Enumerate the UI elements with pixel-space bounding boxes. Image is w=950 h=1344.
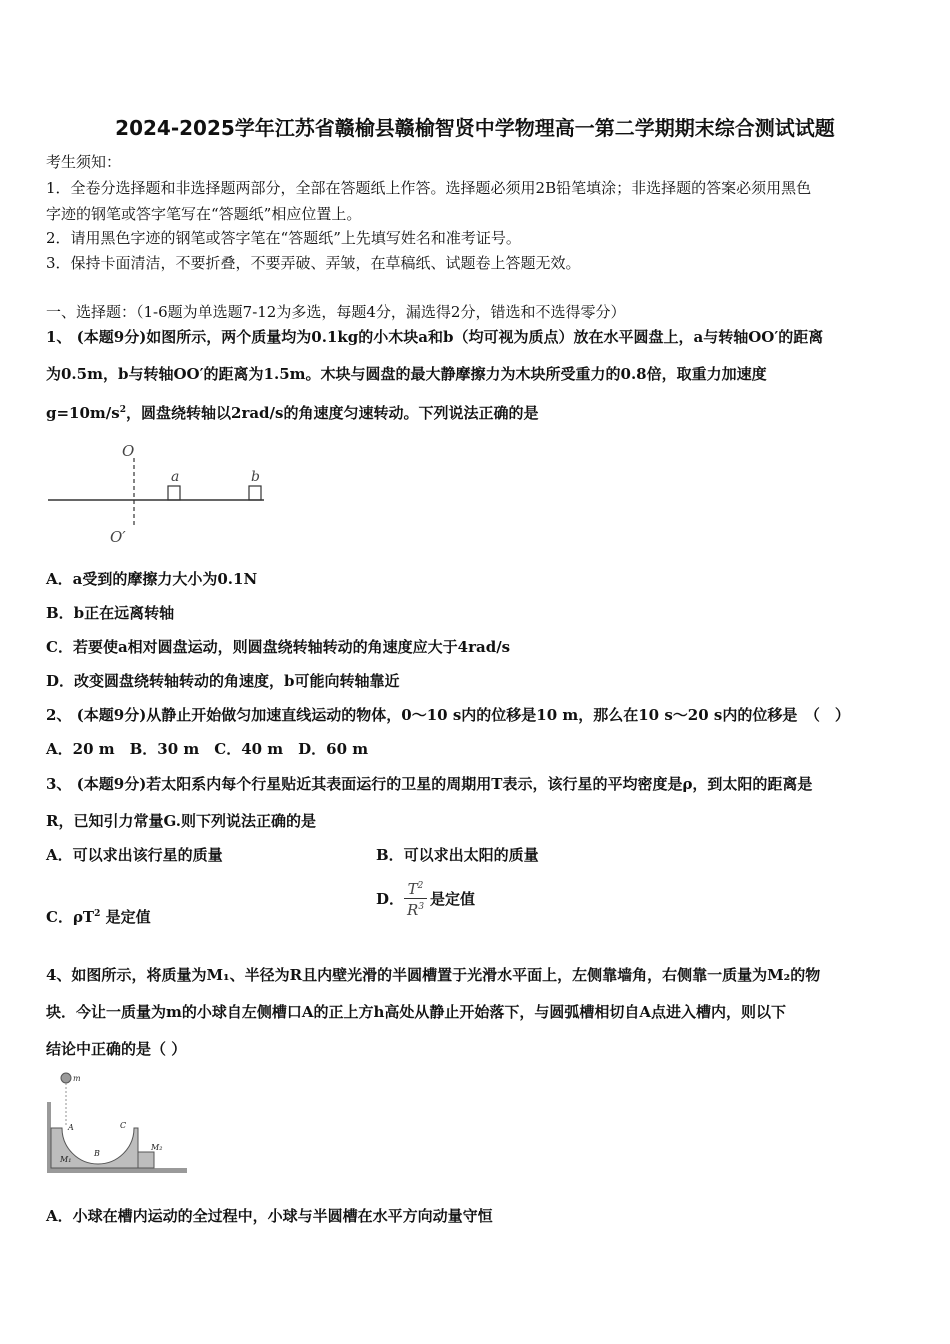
- q3-option-d-text: 是定值: [430, 890, 476, 908]
- q1-figure-bg: [44, 436, 276, 548]
- q1-option-c: C．若要使a相对圆盘运动，则圆盘绕转轴转动的角速度应大于4rad/s: [46, 638, 511, 656]
- page-title: 2024-2025学年江苏省赣榆县赣榆智贤中学物理高一第二学期期末综合测试试题: [115, 116, 835, 140]
- q3-option-c-sup: 2: [94, 909, 101, 919]
- q4-half-pipe-figure: [44, 1068, 190, 1178]
- q3-option-b: B．可以求出太阳的质量: [376, 846, 539, 864]
- q1-label-b: b: [251, 469, 260, 485]
- q3-option-a: A．可以求出该行星的质量: [46, 846, 223, 864]
- q3-den-R: R: [407, 901, 419, 919]
- q4-wall: [47, 1102, 51, 1172]
- q3-option-d-fraction: [404, 878, 427, 919]
- q1-label-O-prime: O′: [110, 528, 126, 546]
- q1-stem-line2: 为0.5m，b与转轴OO′的距离为1.5m。木块与圆盘的最大静摩擦力为木块所受重力的0.8倍，取重力加速度: [46, 365, 767, 383]
- q4-label-B: B: [94, 1149, 100, 1158]
- q1-g-sup: 2: [119, 405, 126, 415]
- q4-label-C: C: [120, 1121, 127, 1130]
- q3-stem-line2: R，已知引力常量G.则下列说法正确的是: [46, 812, 316, 830]
- q4-label-M1: M₁: [60, 1155, 72, 1164]
- q3-fraction-numerator: [404, 878, 427, 898]
- q3-fraction-denominator: [404, 898, 427, 919]
- q4-stem-line3: 结论中正确的是（ ）: [46, 1040, 187, 1058]
- q1-stem-line1: 1、 (本题9分)如图所示，两个质量均为0.1kg的小木块a和b（均可视为质点）放在水平圆盘上，a与转轴OO′的距离: [46, 328, 824, 346]
- q1-option-b: B．b正在远离转轴: [46, 604, 175, 622]
- q3-option-d-label: D．: [376, 890, 405, 908]
- q4-label-M2: M₂: [151, 1143, 163, 1152]
- q3-option-d: [376, 878, 475, 919]
- q1-g-text: g=10m/s: [46, 404, 120, 422]
- notice-item: 2．请用黑色字迹的钢笔或答字笔在“答题纸”上先填写姓名和准考证号。: [46, 229, 521, 247]
- notice-item: 1．全卷分选择题和非选择题两部分，全部在答题纸上作答。选择题必须用2B铅笔填涂；非选择题的答案必须用黑色: [46, 179, 812, 197]
- notice-item: 3．保持卡面清洁，不要折叠，不要弄破、弄皱，在草稿纸、试题卷上答题无效。: [46, 254, 581, 272]
- q4-label-A: A: [68, 1123, 74, 1132]
- q1-option-d: D．改变圆盘绕转轴转动的角速度，b可能向转轴靠近: [46, 672, 400, 690]
- q4-option-a: A．小球在槽内运动的全过程中，小球与半圆槽在水平方向动量守恒: [46, 1207, 493, 1225]
- q1-disc-figure: [44, 436, 276, 548]
- notice-heading: 考生须知：: [46, 153, 122, 171]
- q1-stem-rest: ，圆盘绕转轴以2rad/s的角速度匀速转动。下列说法正确的是: [126, 404, 539, 422]
- q2-options: A．20 m B．30 m C．40 m D．60 m: [46, 740, 369, 758]
- q3-num-T: T: [407, 880, 418, 898]
- q2-stem: 2、 (本题9分)从静止开始做匀加速直线运动的物体，0～10 s内的位移是10 m，那么在10 s～20 s内的位移是 （ ）: [46, 706, 850, 724]
- q1-label-a: a: [171, 469, 180, 485]
- section-heading: 一、选择题：（1-6题为单选题7-12为多选，每题4分，漏选得2分，错选和不选得零分）: [46, 303, 626, 321]
- q1-label-O: O: [122, 442, 135, 460]
- q4-stem-line2: 块．今让一质量为m的小球自左侧槽口A的正上方h高处从静止开始落下，与圆弧槽相切自A点进入槽内，则以下: [46, 1003, 787, 1021]
- q4-block-M2: [138, 1152, 154, 1168]
- q3-option-c-rest: 是定值: [105, 908, 151, 926]
- q3-num-sup: 2: [417, 881, 424, 891]
- q4-label-m: m: [73, 1074, 81, 1083]
- q1-stem-line3: [46, 400, 538, 423]
- notice-item: 字迹的钢笔或答字笔写在“答题纸”相应位置上。: [46, 205, 362, 223]
- q3-option-c: [46, 904, 151, 927]
- q3-den-sup: 3: [418, 902, 425, 912]
- q4-stem-line1: 4、如图所示，将质量为M₁、半径为R且内壁光滑的半圆槽置于光滑水平面上，左侧靠墙角，右侧靠一质量为M₂的物: [46, 966, 821, 984]
- q4-floor: [47, 1168, 187, 1173]
- q1-option-a: A．a受到的摩擦力大小为0.1N: [46, 570, 258, 588]
- q3-option-c-text: C．ρT: [46, 908, 95, 926]
- q3-stem-line1: 3、 (本题9分)若太阳系内每个行星贴近其表面运行的卫星的周期用T表示，该行星的平均密度是ρ，到太阳的距离是: [46, 775, 813, 793]
- q4-ball-m: [61, 1073, 71, 1083]
